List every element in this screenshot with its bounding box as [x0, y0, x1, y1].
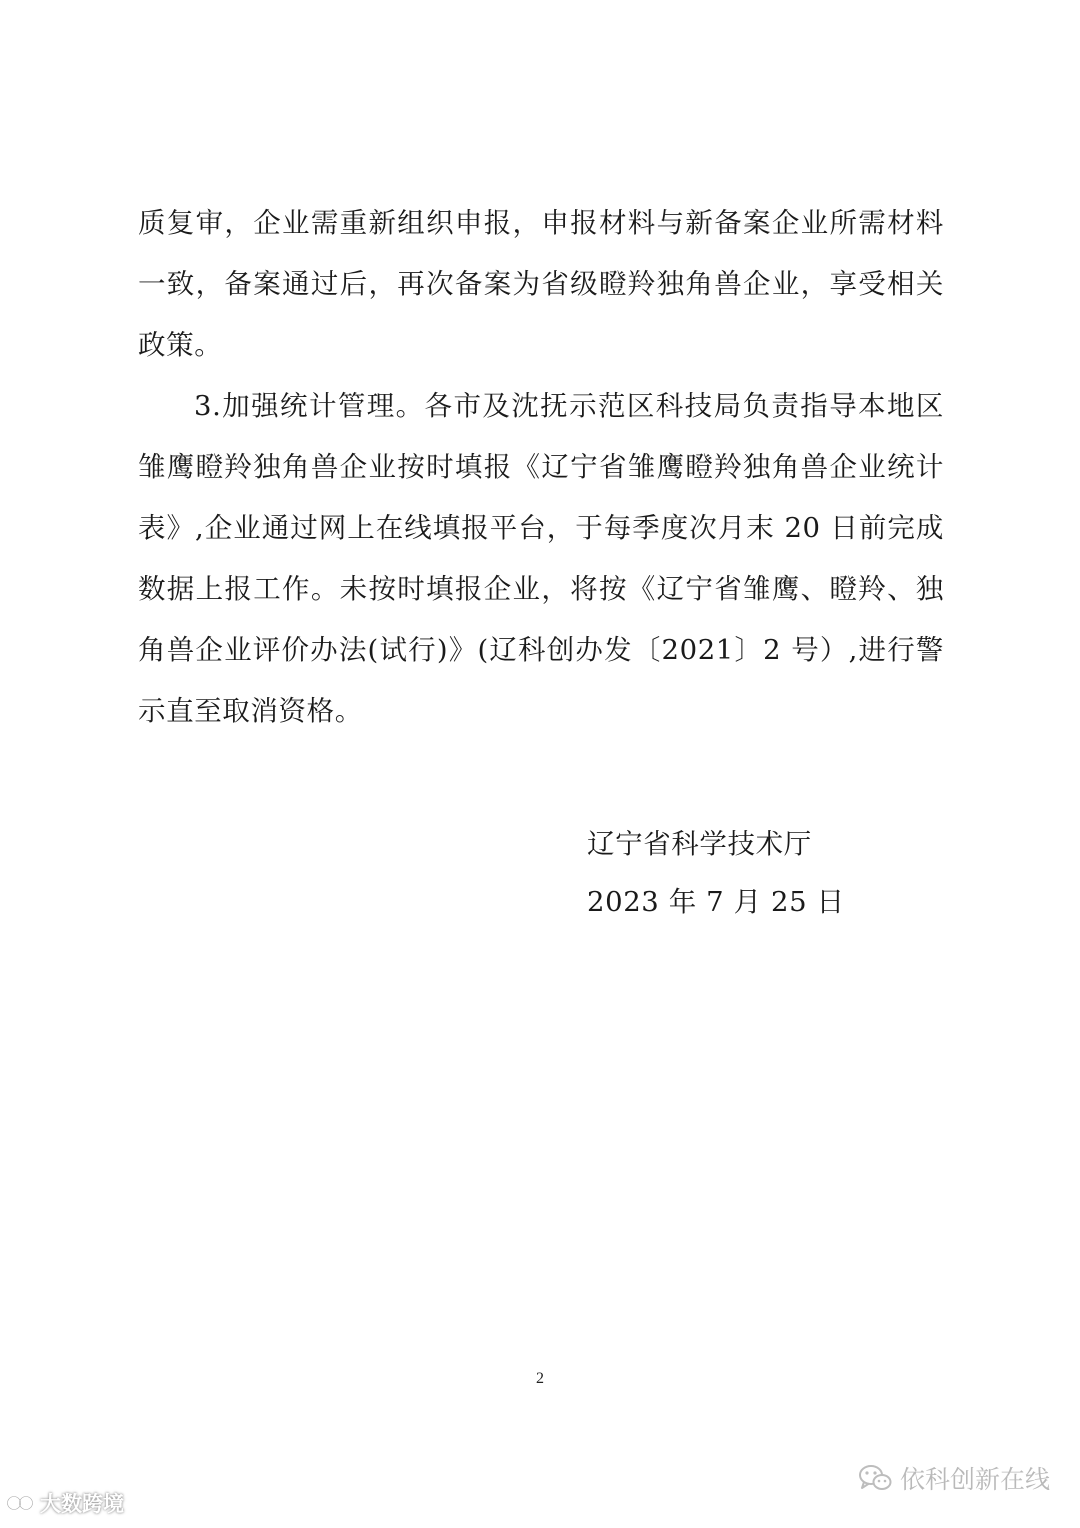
paragraph-2-line-6: 示直至取消资格。 [138, 695, 363, 727]
watermark-left [6, 1488, 124, 1518]
wechat-icon [858, 1463, 892, 1493]
signature-block [587, 815, 947, 931]
paragraph-2-line-3: 表》,企业通过网上在线填报平台，于每季度次月末 20 日前完成 [138, 512, 944, 544]
paragraph-2-line-4: 数据上报工作。未按时填报企业，将按《辽宁省雏鹰、瞪羚、独 [138, 573, 944, 605]
paragraph-2-line-2: 雏鹰瞪羚独角兽企业按时填报《辽宁省雏鹰瞪羚独角兽企业统计 [138, 451, 944, 483]
paragraph-2-line-1: 3.加强统计管理。各市及沈抚示范区科技局负责指导本地区 [194, 390, 944, 422]
page-number: 2 [536, 1370, 544, 1387]
signature-date: 2023 年 7 月 25 日 [587, 886, 845, 918]
watermark-left-text: 大数跨境 [40, 1492, 124, 1516]
body-text [138, 193, 944, 742]
brand-logo-icon [6, 1492, 34, 1514]
paragraph-1-line-1: 质复审，企业需重新组织申报，申报材料与新备案企业所需材料 [138, 207, 944, 239]
paragraph-1-line-3: 政策。 [138, 329, 223, 361]
watermark-right-text: 依科创新在线 [899, 1465, 1050, 1494]
paragraph-1-line-2: 一致，备案通过后，再次备案为省级瞪羚独角兽企业，享受相关 [138, 268, 944, 300]
signature-organization: 辽宁省科学技术厅 [587, 828, 812, 860]
paragraph-2-line-5: 角兽企业评价办法(试行)》(辽科创办发〔2021〕2 号）,进行警 [138, 634, 944, 666]
watermark-right [858, 1460, 1050, 1496]
